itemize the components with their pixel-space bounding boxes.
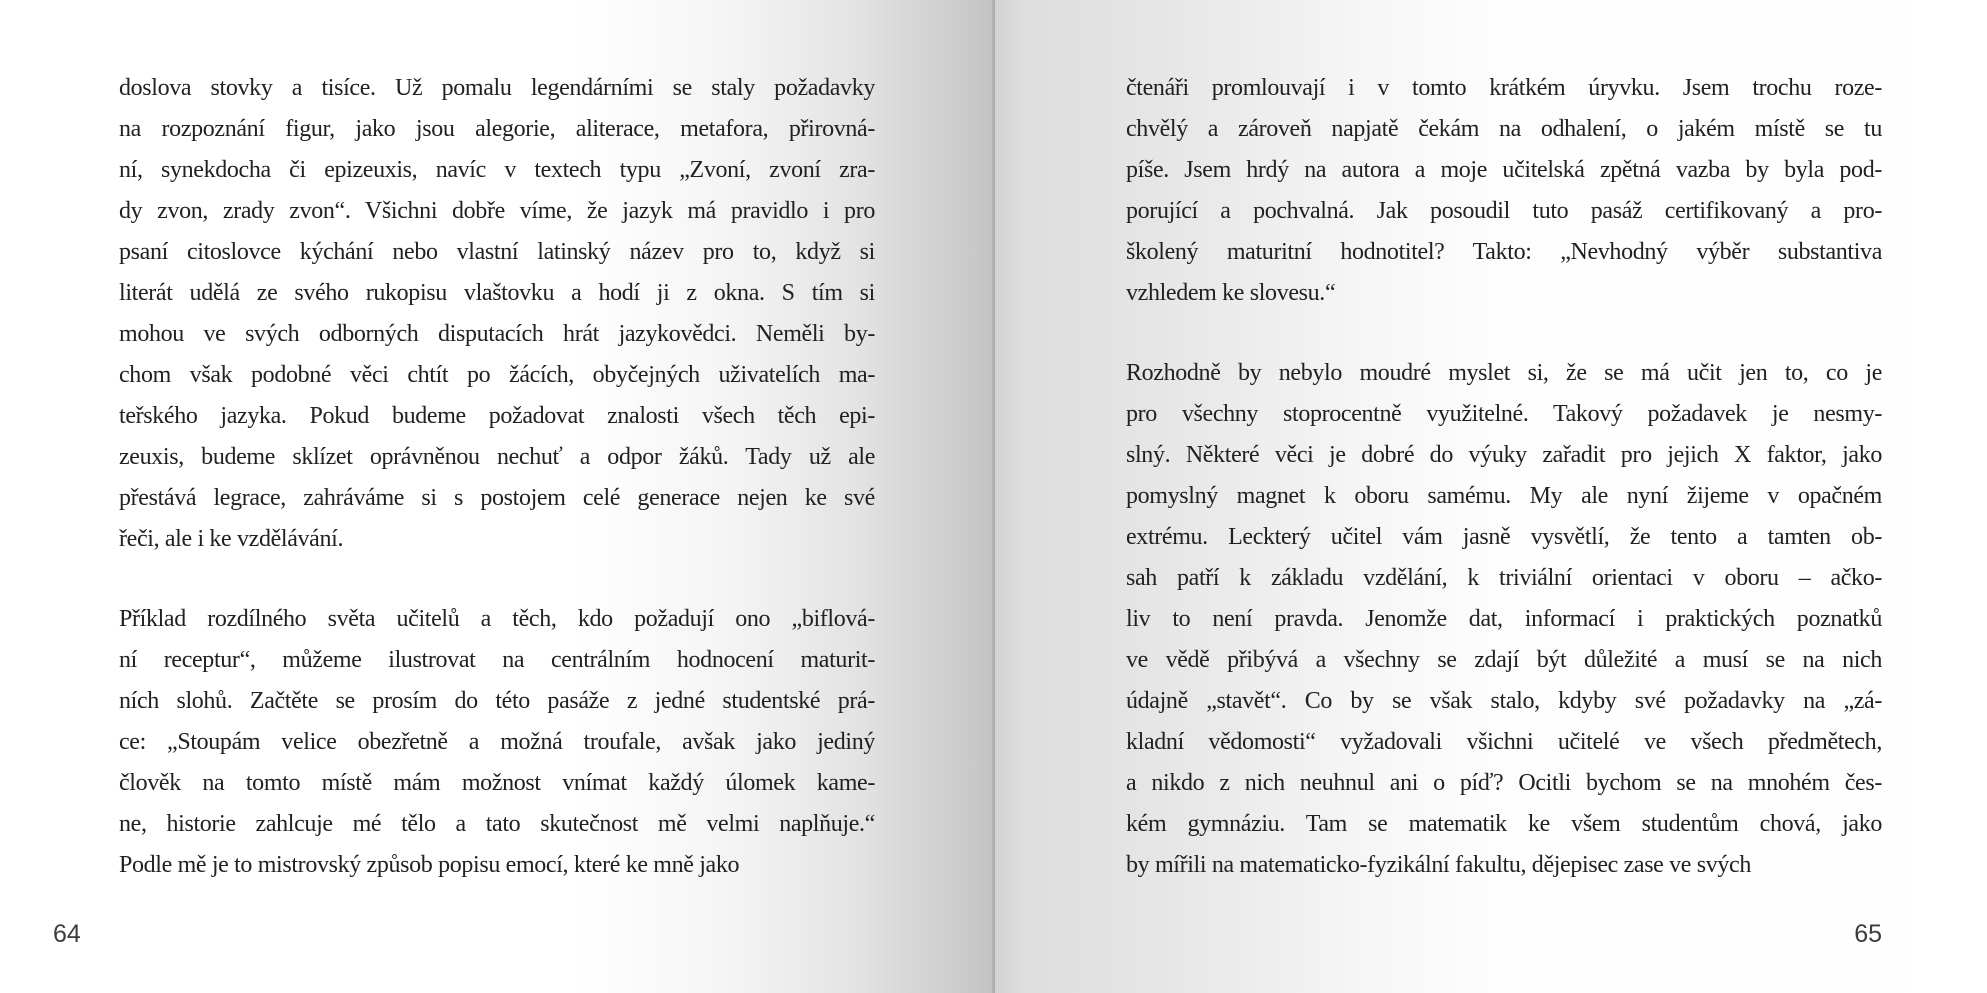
text-line: ne, historie zahlcuje mé tělo a tato skutečnost mě velmi naplňuje.“: [119, 811, 875, 837]
text-line: řeči, ale i ke vzdělávání.: [119, 526, 344, 552]
text-line: doslova stovky a tisíce. Už pomalu legendárními se staly požadavky: [119, 75, 875, 101]
paragraph: [1126, 353, 1882, 886]
text-line: vzhledem ke slovesu.“: [1126, 280, 1336, 306]
text-line: literát udělá ze svého rukopisu vlaštovku a hodí ji z okna. S tím si: [119, 280, 875, 306]
text-line: pro všechny stoprocentně využitelné. Takový požadavek je nesmy-: [1126, 401, 1882, 427]
text-line: liv to není pravda. Jenomže dat, informací i praktických poznatků: [1126, 606, 1882, 632]
paragraph: [119, 599, 875, 886]
text-line: člověk na tomto místě mám možnost vnímat každý úlomek kame-: [119, 770, 875, 796]
text-line: píše. Jsem hrdý na autora a moje učitelská zpětná vazba by byla pod-: [1126, 157, 1882, 183]
text-line: teřského jazyka. Pokud budeme požadovat znalosti všech těch epi-: [119, 403, 875, 429]
text-line: školený maturitní hodnotitel? Takto: „Nevhodný výběr substantiva: [1126, 239, 1882, 265]
text-line: a nikdo z nich neuhnul ani o píď? Ocitli bychom se na mnohém čes-: [1126, 770, 1882, 796]
text-line: kladní vědomosti“ vyžadovali všichni učitelé ve všech předmětech,: [1126, 729, 1882, 755]
text-line: mohou ve svých odborných disputacích hrát jazykovědci. Neměli by-: [119, 321, 875, 347]
text-line: Podle mě je to mistrovský způsob popisu emocí, které ke mně jako: [119, 852, 740, 878]
text-line: porující a pochvalná. Jak posoudil tuto pasáž certifikovaný a pro-: [1126, 198, 1882, 224]
text-line: přestává legrace, zahráváme si s postojem celé generace nejen ke své: [119, 485, 875, 511]
text-line: kém gymnáziu. Tam se matematik ke všem studentům chová, jako: [1126, 811, 1882, 837]
text-line: by mířili na matematicko-fyzikální fakultu, dějepisec zase ve svých: [1126, 852, 1751, 878]
text-line: extrému. Leckterý učitel vám jasně vysvětlí, že tento a tamten ob-: [1126, 524, 1882, 550]
paragraph: [1126, 68, 1882, 314]
text-line: ce: „Stoupám velice obezřetně a možná troufale, avšak jako jediný: [119, 729, 875, 755]
paragraph: [119, 68, 875, 560]
text-line: zeuxis, budeme sklízet oprávněnou nechuť a odpor žáků. Tady už ale: [119, 444, 875, 470]
text-line: Rozhodně by nebylo moudré myslet si, že se má učit jen to, co je: [1126, 360, 1882, 386]
text-block: [1126, 68, 1882, 886]
text-line: slný. Některé věci je dobré do výuky zařadit pro jejich X faktor, jako: [1126, 442, 1882, 468]
page-number: 64: [53, 920, 81, 948]
text-line: chom však podobné věci chtít po žácích, obyčejných uživatelích ma-: [119, 362, 875, 388]
text-line: ní, synekdocha či epizeuxis, navíc v textech typu „Zvoní, zvoní zra-: [119, 157, 875, 183]
text-line: na rozpoznání figur, jako jsou alegorie, aliterace, metafora, přirovná-: [119, 116, 875, 142]
page-left: [0, 0, 992, 993]
text-line: ní receptur“, můžeme ilustrovat na centrálním hodnocení maturit-: [119, 647, 875, 673]
text-line: chvělý a zároveň napjatě čekám na odhalení, o jakém místě se tu: [1126, 116, 1882, 142]
text-line: sah patří k základu vzdělání, k triviální orientaci v oboru – ačko-: [1126, 565, 1882, 591]
text-line: psaní citoslovce kýchání nebo vlastní latinský název pro to, když si: [119, 239, 875, 265]
text-line: čtenáři promlouvají i v tomto krátkém úryvku. Jsem trochu roze-: [1126, 75, 1882, 101]
text-line: ních slohů. Začtěte se prosím do této pasáže z jedné studentské prá-: [119, 688, 875, 714]
text-line: dy zvon, zrady zvon“. Všichni dobře víme, že jazyk má pravidlo i pro: [119, 198, 875, 224]
text-line: ve vědě přibývá a všechny se zdají být důležité a musí se na nich: [1126, 647, 1882, 673]
text-line: Příklad rozdílného světa učitelů a těch, kdo požadují ono „biflová-: [119, 606, 875, 632]
page-number: 65: [1854, 920, 1882, 948]
text-line: pomyslný magnet k oboru samému. My ale nyní žijeme v opačném: [1126, 483, 1882, 509]
page-right: [995, 0, 1987, 993]
text-line: údajně „stavět“. Co by se však stalo, kdyby své požadavky na „zá-: [1126, 688, 1882, 714]
text-block: [119, 68, 875, 886]
